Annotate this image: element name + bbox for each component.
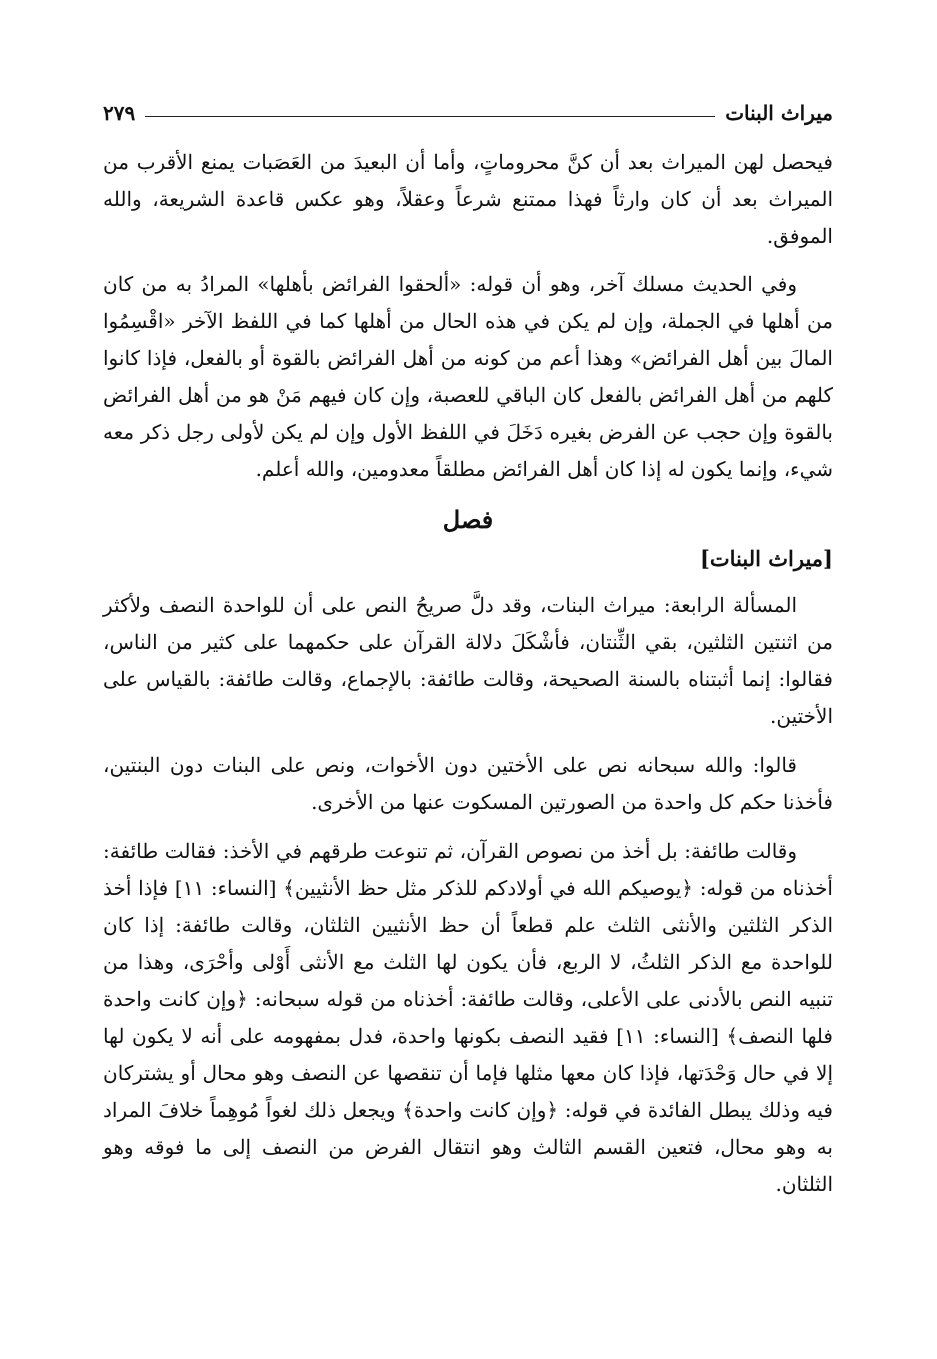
paragraph-hadith: وفي الحديث مسلك آخر، وهو أن قوله: «ألحقوا الفرائض بأهلها» المرادُ به من كان من أهلها في الجملة، وإن لم يكن في هذه الحال من أهلها كما في اللفظ الآخر «اقْسِمُوا المالَ بين أهل الفرائض» وهذا أعم من كونه من أهل الفرائض بالقوة أو بالفعل، فإذا كانوا كلهم من أهل الفرائض بالفعل كان الباقي للعصبة، وإن كان فيهم مَنْ هو من أهل الفرائض بالقوة وإن حجب عن الفرض بغيره دَخَلَ في اللفظ الأول وإن لم يكن لأولى رجل ذكر معه شيء، وإنما يكون له إذا كان أهل الفرائض مطلقاً معدومين، والله أعلم. — [103, 272, 833, 481]
running-title: ميراث البنات — [725, 101, 833, 125]
section-heading: فصل — [442, 505, 494, 534]
paragraph-continuation: فيحصل لهن الميراث بعد أن كنَّ محروماتٍ، وأما أن البعيدَ من العَصَبات يمنع الأقرب من الميراث بعد أن كان وارثاً فهذا ممتنع شرعاً وعقلاً، وهو عكس قاعدة الشريعة، والله الموفق. — [103, 150, 834, 248]
paragraph-fourth-issue: المسألة الرابعة: ميراث البنات، وقد دلَّ صريحُ النص على أن للواحدة النصف ولأكثر من اثنتين الثلثين، بقي الثِّنتان، فأشْكَلَ دلالة القرآن على حكمهما على كثير من الناس، فقالوا: إنما أثبتناه بالسنة الصحيحة، وقالت طائفة: بالإجماع، وقالت طائفة: بالقياس على الأختين. — [103, 593, 833, 728]
book-page — [103, 96, 833, 1346]
paragraph-another-group: وقالت طائفة: بل أخذ من نصوص القرآن، ثم تنوعت طرقهم في الأخذ: فقالت طائفة: أخذناه من قوله: ﴿يوصيكم الله في أولادكم للذكر مثل حظ الأنثيين﴾ [النساء: ١١] فإذا أخذ الذكر الثلثين والأنثى الثلث علم قطعاً أن حظ الأنثيين الثلثان، وقالت طائفة: إذا كان للواحدة مع الذكر الثلثُ، لا الربع، فأن يكون لها الثلث مع الأنثى أَوْلى وأحْرَى، وهذا من تنبيه النص بالأدنى على الأعلى، وقالت طائفة: أخذناه من قوله سبحانه: ﴿وإن كانت واحدة فلها النصف﴾ [النساء: ١١] فقيد النصف بكونها واحدة، فدل بمفهومه على أنه لا يكون لها إلا في حال وَحْدَتها، فإذا كان معها مثلها فإما أن تنقصها عن النصف وهو محال أو يشتركان فيه وذلك يبطل الفائدة في قوله: ﴿وإن كانت واحدة﴾ ويجعل ذلك لغواً مُوهِماً خلافَ المراد به وهو محال، فتعين القسم الثالث وهو انتقال الفرض من النصف إلى ما فوقه وهو الثلثان. — [103, 839, 833, 1196]
header-rule — [145, 116, 715, 117]
running-header — [103, 96, 833, 130]
paragraph-they-said: قالوا: والله سبحانه نص على الأختين دون الأخوات، ونص على البنات دون البنتين، فأخذنا حكم كل واحدة من الصورتين المسكوت عنها من الأخرى. — [103, 753, 833, 814]
section-subheading: [ميراث البنات] — [699, 546, 833, 571]
page-number: ٢٧٩ — [103, 101, 136, 125]
